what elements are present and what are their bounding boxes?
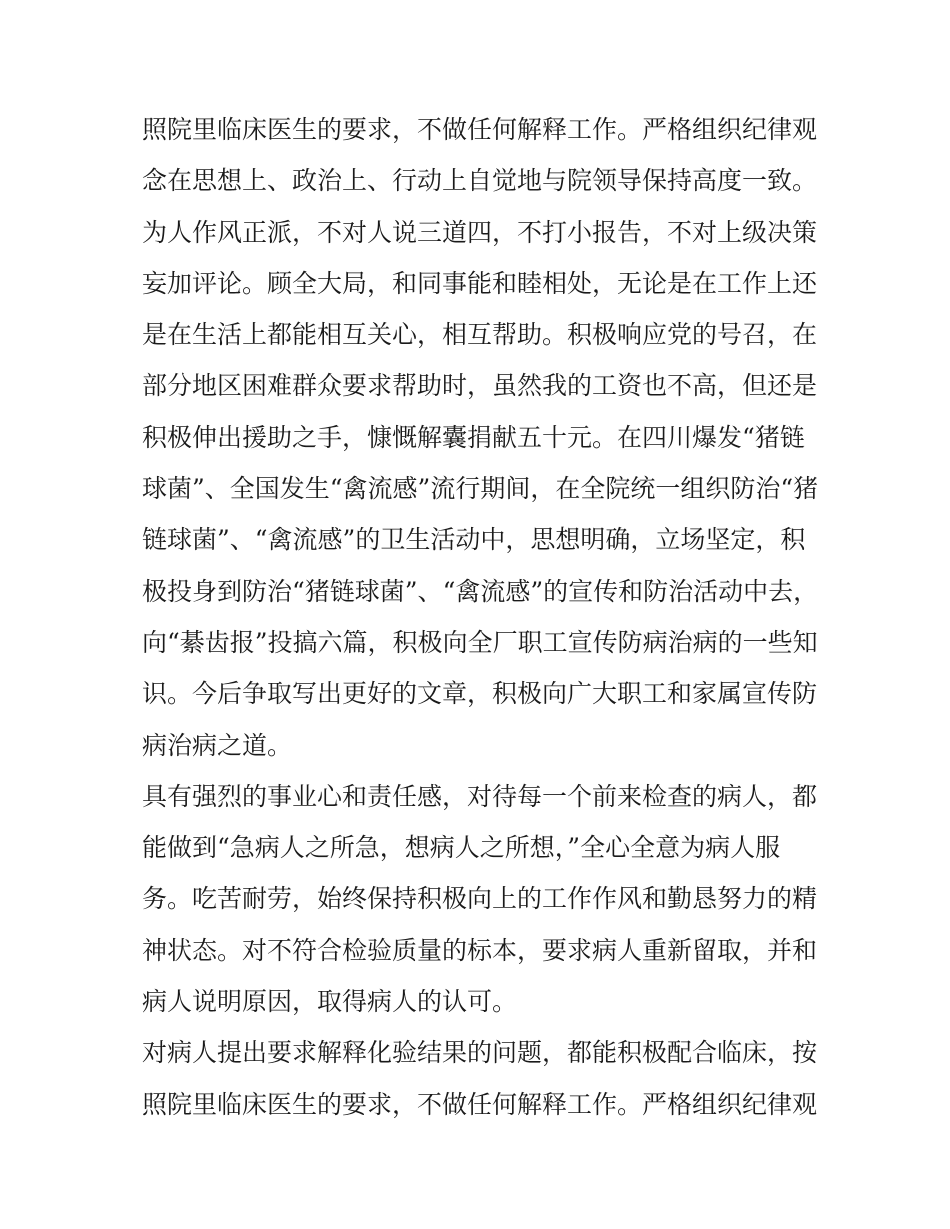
text-line: 极投身到防治“猪链球菌”、“禽流感”的宣传和防治活动中去， [142, 576, 819, 606]
text-line: 链球菌”、“禽流感”的卫生活动中，思想明确，立场坚定，积 [142, 525, 806, 555]
text-line: 照院里临床医生的要求，不做任何解释工作。严格组织纪律观 [142, 115, 818, 144]
text-line: 向“綦齿报”投搞六篇，积极向全厂职工宣传防病治病的一些知 [142, 627, 818, 657]
text-line: 球菌”、全国发生“禽流感”流行期间，在全院统一组织防治“猪 [142, 474, 819, 504]
text-line: 为人作风正派，不对人说三道四，不打小报告，不对上级决策 [142, 217, 818, 247]
text-line: 念在思想上、政治上、行动上自觉地与院领导保持高度一致。 [142, 166, 818, 196]
text-line: 具有强烈的事业心和责任感，对待每一个前来检查的病人，都 [142, 781, 818, 811]
text-line: 照院里临床医生的要求，不做任何解释工作。严格组织纪律观 [142, 1089, 818, 1119]
text-line: 能做到“急病人之所急，想病人之所想，”全心全意为病人服 [142, 833, 781, 863]
text-line: 神状态。对不符合检验质量的标本，要求病人重新留取，并和 [142, 935, 818, 965]
text-line: 病治病之道。 [142, 730, 293, 760]
text-line: 部分地区困难群众要求帮助时，虽然我的工资也不高，但还是 [142, 371, 818, 401]
text-line: 对病人提出要求解释化验结果的问题，都能积极配合临床，按 [142, 1038, 818, 1068]
document-body [142, 104, 822, 1130]
text-line: 病人说明原因，取得病人的认可。 [142, 987, 518, 1017]
text-line: 妄加评论。顾全大局，和同事能和睦相处，无论是在工作上还 [142, 268, 818, 298]
text-line: 务。吃苦耐劳，始终保持积极向上的工作作风和勤恳努力的精 [142, 884, 818, 914]
text-line: 是在生活上都能相互关心，相互帮助。积极响应党的号召，在 [142, 320, 818, 350]
text-line: 积极伸出援助之手，慷慨解囊捐献五十元。在四川爆发“猪链 [142, 422, 805, 452]
text-line: 识。今后争取写出更好的文章，积极向广大职工和家属宣传防 [142, 679, 818, 709]
